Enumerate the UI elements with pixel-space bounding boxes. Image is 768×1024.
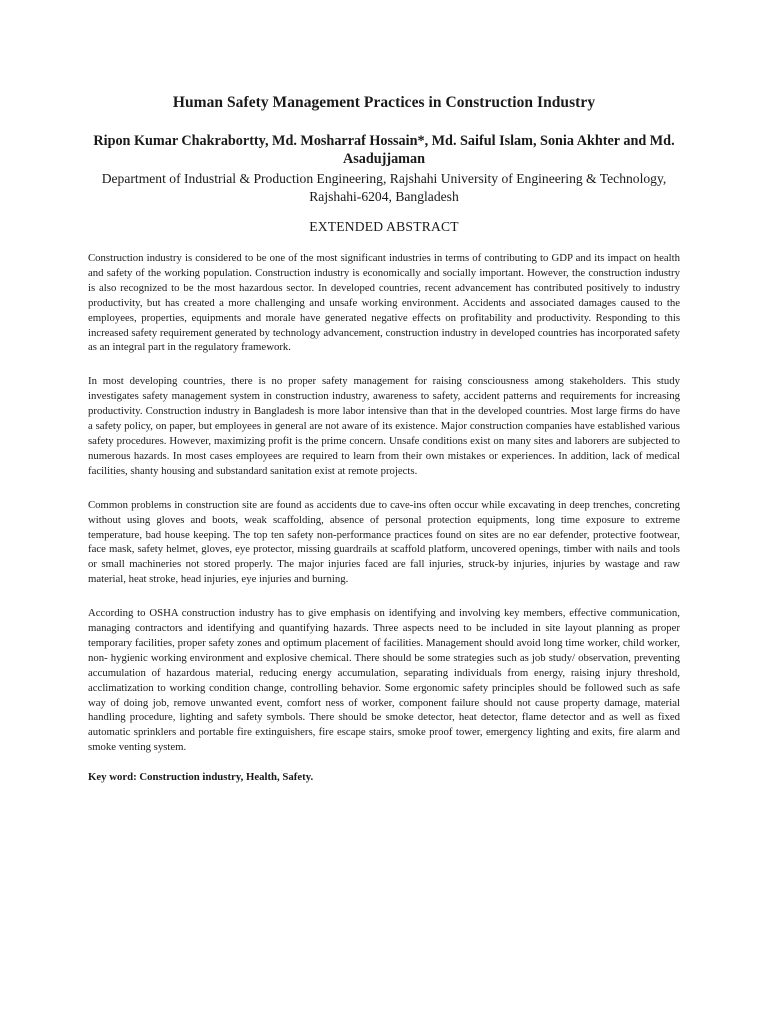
author-list: Ripon Kumar Chakrabortty, Md. Mosharraf Hossain*, Md. Saiful Islam, Sonia Akhter and Md. Asadujjaman <box>93 133 675 167</box>
section-heading: EXTENDED ABSTRACT <box>309 219 459 234</box>
abstract-paragraph-4: According to OSHA construction industry has to give emphasis on identifying and involving key members, effective communication, managing contractors and identifying and quantifying hazards. Three aspects need to be included in site layout planning as proper temporary facilities, proper safety zones and optimum placement of facilities. Management should avoid long time worker, child worker, non- hygienic working environment and explosive chemical. There should be some strategies such as job study/ observation, preventing accumulation of hazardous material, reducing energy accumulation, separating individuals from energy, raising injury threshold, acclimatization to working condition change, controlling behavior. Some ergonomic safety principles should be followed such as safe way of doing job, remove unwanted event, comfort ness of worker, component failure should not cause property damage, material handling procedure, lighting and safety symbols. There should be smoke detector, heat detector, flame detector and as well as fixed automatic sprinklers and portable fire extinguishers, fire escape stairs, smoke proof tower, emergency lighting and exits, fire alarm and smoke venting system. <box>88 607 680 754</box>
author-affiliation: Department of Industrial & Production Engineering, Rajshahi University of Engineering & Technology, Rajshahi-6204, Bangladesh <box>101 171 667 204</box>
paper-title: Human Safety Management Practices in Construction Industry <box>172 94 596 111</box>
abstract-paragraph-3: Common problems in construction site are found as accidents due to cave-ins often occur while excavating in deep trenches, concreting without using gloves and boots, weak scaffolding, absence of personal protection equipments, long time exposure to extreme temperature, bad house keeping. The top ten safety non-performance practices found on sites are no ear defender, protective footwear, face mask, safety helmet, gloves, eye protector, missing guardrails at scaffold platform, uncovered openings, timber with nails and tools or small machineries not stored properly. The major injuries faced are fall injuries, struck-by injuries, injuries by wastage and raw material, heat stroke, head injuries, eye injuries and burning. <box>88 498 680 586</box>
keywords: Key word: Construction industry, Health, Safety. <box>88 771 314 784</box>
abstract-paragraph-1: Construction industry is considered to be one of the most significant industries in terms of contributing to GDP and its impact on health and safety of the working population. Construction industry is economically and socially important. However, the construction industry is also recognized to be the most hazardous sector. In developed countries, recent advancement has contributed positively to industry productivity, but has created a more challenging and unsafe working environment. Accidents and associated damages caused to the employees, properties, equipments and morale have generated negative effects on profitability and productivity. Responding to this increased safety requirement generated by technology advancement, construction industry in developed countries has incorporated safety as an integral part in the regulatory framework. <box>88 252 680 354</box>
abstract-paragraph-2: In most developing countries, there is no proper safety management for raising consciousness among stakeholders. This study investigates safety management system in construction industry, awareness to safety, accident patterns and requirements for increasing productivity. Construction industry in Bangladesh is more labor intensive than that in the developed countries. Most large firms do have a safety policy, on paper, but employees in general are not aware of its existence. Major construction companies have established various safety procedures. However, maximizing profit is the prime concern. Unsafe conditions exist on many sites and laborers are subjected to numerous hazards. In most cases employees are required to learn from their own mistakes or experiences. In addition, lack of medical facilities, shanty housing and substandard sanitation exist at remote projects. <box>88 375 680 477</box>
